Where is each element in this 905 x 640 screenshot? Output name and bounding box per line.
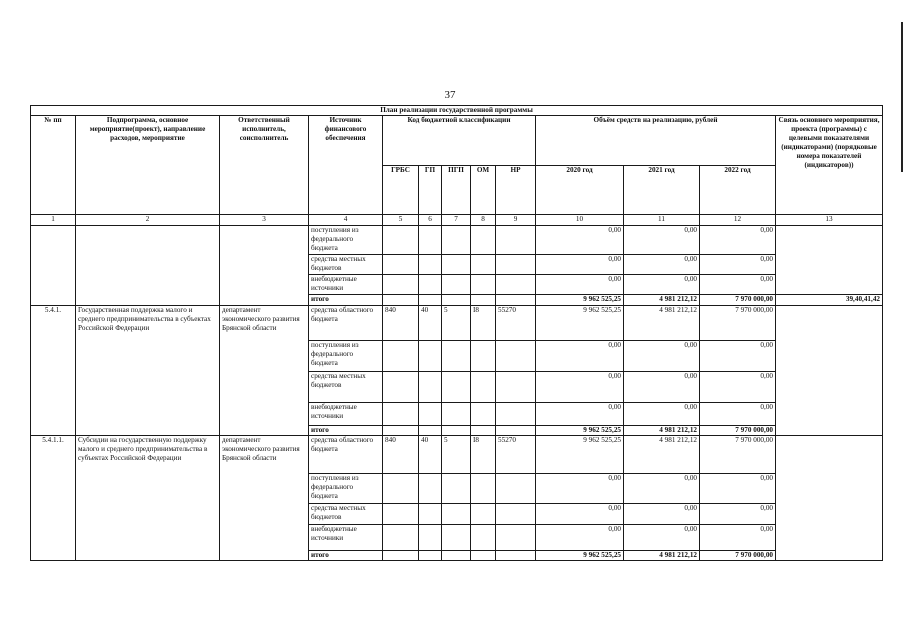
value-2022: 0,00	[700, 403, 776, 426]
item-name: Государственная поддержка малого и среднего предпринимательства в субъектах Российской Федерации	[76, 306, 220, 436]
value-2020: 0,00	[536, 341, 624, 372]
code-cell	[383, 255, 419, 275]
grbs-cell	[383, 474, 419, 504]
header-2021: 2021 год	[624, 166, 700, 215]
nr-cell	[496, 474, 536, 504]
code-cell	[419, 226, 442, 255]
column-number: 8	[471, 215, 496, 226]
value-2021: 4 981 212,12	[624, 551, 700, 561]
grbs-cell	[383, 525, 419, 551]
pgp-cell: 5	[442, 306, 471, 341]
grbs-cell: 840	[383, 436, 419, 474]
page-number: 37	[444, 89, 456, 101]
value-2021: 4 981 212,12	[624, 426, 700, 436]
header-link: Связь основного мероприятия, проекта (программы) с целевыми показателями (индикаторами) (порядковые номера показателей (индикаторов))	[776, 116, 883, 215]
column-number: 1	[31, 215, 76, 226]
source-cell: поступления из федерального бюджета	[309, 474, 383, 504]
source-cell: итого	[309, 426, 383, 436]
source-cell: поступления из федерального бюджета	[309, 341, 383, 372]
value-2021: 4 981 212,12	[624, 295, 700, 306]
code-cell	[442, 295, 471, 306]
code-cell	[471, 226, 496, 255]
header-volume: Объём средств на реализацию, рублей	[536, 116, 776, 166]
column-number: 5	[383, 215, 419, 226]
code-cell	[496, 226, 536, 255]
om-cell	[471, 426, 496, 436]
nr-cell	[496, 551, 536, 561]
code-cell	[383, 275, 419, 295]
grbs-cell	[383, 403, 419, 426]
nr-cell	[496, 372, 536, 403]
value-2020: 9 962 525,25	[536, 551, 624, 561]
om-cell: I8	[471, 306, 496, 341]
source-cell: средства местных бюджетов	[309, 372, 383, 403]
gp-cell	[419, 426, 442, 436]
om-cell	[471, 341, 496, 372]
header-no: № пп	[31, 116, 76, 215]
om-cell	[471, 504, 496, 525]
column-number: 4	[309, 215, 383, 226]
code-cell	[496, 255, 536, 275]
table-row	[31, 436, 883, 474]
header-om: ОМ	[471, 166, 496, 215]
source-cell: средства местных бюджетов	[309, 255, 383, 275]
table-caption: План реализации государственной программы	[31, 106, 883, 116]
code-cell	[383, 295, 419, 306]
nr-cell	[496, 525, 536, 551]
value-2021: 0,00	[624, 474, 700, 504]
nr-cell	[496, 504, 536, 525]
gp-cell: 40	[419, 306, 442, 341]
gp-cell	[419, 372, 442, 403]
value-2022: 0,00	[700, 275, 776, 295]
column-number: 10	[536, 215, 624, 226]
code-cell	[496, 275, 536, 295]
value-2020: 0,00	[536, 255, 624, 275]
item-name: Субсидии на государственную поддержку малого и среднего предпринимательства в субъектах Российской Федерации	[76, 436, 220, 561]
source-cell: поступления из федерального бюджета	[309, 226, 383, 255]
value-2022: 0,00	[700, 341, 776, 372]
pgp-cell	[442, 372, 471, 403]
grbs-cell	[383, 426, 419, 436]
om-cell	[471, 474, 496, 504]
header-grbs: ГРБС	[383, 166, 419, 215]
grbs-cell	[383, 372, 419, 403]
code-cell	[419, 295, 442, 306]
value-2021: 0,00	[624, 341, 700, 372]
source-cell: средства областного бюджета	[309, 436, 383, 474]
value-2021: 0,00	[624, 525, 700, 551]
header-nr: НР	[496, 166, 536, 215]
link-cell	[776, 306, 883, 436]
nr-cell	[496, 426, 536, 436]
value-2021: 0,00	[624, 403, 700, 426]
source-cell: итого	[309, 551, 383, 561]
value-2022: 7 970 000,00	[700, 295, 776, 306]
source-cell: итого	[309, 295, 383, 306]
value-2020: 9 962 525,25	[536, 295, 624, 306]
value-2020: 0,00	[536, 403, 624, 426]
code-cell	[471, 255, 496, 275]
gp-cell	[419, 474, 442, 504]
pgp-cell	[442, 341, 471, 372]
om-cell: I8	[471, 436, 496, 474]
value-2022: 7 970 000,00	[700, 426, 776, 436]
table-header	[31, 106, 883, 226]
source-cell: внебюджетные источники	[309, 525, 383, 551]
code-cell	[442, 255, 471, 275]
nr-cell: 55270	[496, 436, 536, 474]
header-subprogram: Подпрограмма, основное мероприятие(проект), направление расходов, мероприятие	[76, 116, 220, 215]
table-row	[31, 306, 883, 341]
value-2022: 0,00	[700, 474, 776, 504]
value-2021: 0,00	[624, 275, 700, 295]
item-executor: департамент экономического развития Брянской области	[220, 436, 309, 561]
link-cell	[776, 436, 883, 561]
value-2022: 0,00	[700, 525, 776, 551]
gp-cell	[419, 403, 442, 426]
item-number: 5.4.1.	[31, 306, 76, 436]
value-2020: 0,00	[536, 372, 624, 403]
code-cell	[442, 275, 471, 295]
header-pgp: ПГП	[442, 166, 471, 215]
grbs-cell	[383, 551, 419, 561]
column-number-row	[31, 215, 883, 226]
grbs-cell: 840	[383, 306, 419, 341]
source-cell: средства местных бюджетов	[309, 504, 383, 525]
source-cell: внебюджетные источники	[309, 275, 383, 295]
value-2022: 7 970 000,00	[700, 436, 776, 474]
column-number: 2	[76, 215, 220, 226]
page-edge-line	[901, 22, 903, 172]
code-cell	[419, 255, 442, 275]
value-2021: 4 981 212,12	[624, 436, 700, 474]
pgp-cell	[442, 426, 471, 436]
om-cell	[471, 372, 496, 403]
cell-empty	[76, 226, 220, 306]
header-executor: Ответственный исполнитель, соисполнитель	[220, 116, 309, 215]
gp-cell	[419, 504, 442, 525]
header-2020: 2020 год	[536, 166, 624, 215]
value-2020: 0,00	[536, 525, 624, 551]
gp-cell	[419, 341, 442, 372]
value-2021: 0,00	[624, 255, 700, 275]
pgp-cell	[442, 525, 471, 551]
value-2022: 0,00	[700, 255, 776, 275]
code-cell	[496, 295, 536, 306]
value-2020: 9 962 525,25	[536, 426, 624, 436]
source-cell: средства областного бюджета	[309, 306, 383, 341]
grbs-cell	[383, 341, 419, 372]
header-gp: ГП	[419, 166, 442, 215]
link-cell	[776, 226, 883, 295]
code-cell	[471, 295, 496, 306]
cell-empty	[31, 226, 76, 306]
code-cell	[442, 226, 471, 255]
pgp-cell: 5	[442, 436, 471, 474]
item-executor: департамент экономического развития Брянской области	[220, 306, 309, 436]
indicator-link: 39,40,41,42	[776, 295, 883, 306]
header-source: Источник финансового обеспечения	[309, 116, 383, 215]
column-number: 6	[419, 215, 442, 226]
column-number: 7	[442, 215, 471, 226]
header-budget-code: Код бюджетной классификации	[383, 116, 536, 166]
value-2022: 0,00	[700, 226, 776, 255]
om-cell	[471, 551, 496, 561]
value-2020: 0,00	[536, 504, 624, 525]
plan-table	[30, 105, 883, 561]
code-cell	[383, 226, 419, 255]
column-number: 3	[220, 215, 309, 226]
value-2020: 0,00	[536, 474, 624, 504]
code-cell	[471, 275, 496, 295]
value-2022: 0,00	[700, 372, 776, 403]
value-2021: 0,00	[624, 372, 700, 403]
value-2022: 0,00	[700, 504, 776, 525]
gp-cell	[419, 525, 442, 551]
pgp-cell	[442, 403, 471, 426]
header-2022: 2022 год	[700, 166, 776, 215]
om-cell	[471, 403, 496, 426]
gp-cell	[419, 551, 442, 561]
column-number: 13	[776, 215, 883, 226]
value-2021: 0,00	[624, 504, 700, 525]
value-2021: 0,00	[624, 226, 700, 255]
column-number: 12	[700, 215, 776, 226]
item-number: 5.4.1.1.	[31, 436, 76, 561]
value-2020: 9 962 525,25	[536, 306, 624, 341]
source-cell: внебюджетные источники	[309, 403, 383, 426]
code-cell	[419, 275, 442, 295]
pgp-cell	[442, 551, 471, 561]
pgp-cell	[442, 474, 471, 504]
grbs-cell	[383, 504, 419, 525]
value-2020: 0,00	[536, 275, 624, 295]
value-2021: 4 981 212,12	[624, 306, 700, 341]
cell-empty	[220, 226, 309, 306]
value-2020: 9 962 525,25	[536, 436, 624, 474]
value-2020: 0,00	[536, 226, 624, 255]
value-2022: 7 970 000,00	[700, 551, 776, 561]
nr-cell	[496, 403, 536, 426]
table-row	[31, 226, 883, 255]
column-number: 9	[496, 215, 536, 226]
pgp-cell	[442, 504, 471, 525]
gp-cell: 40	[419, 436, 442, 474]
om-cell	[471, 525, 496, 551]
column-number: 11	[624, 215, 700, 226]
value-2022: 7 970 000,00	[700, 306, 776, 341]
nr-cell	[496, 341, 536, 372]
nr-cell: 55270	[496, 306, 536, 341]
